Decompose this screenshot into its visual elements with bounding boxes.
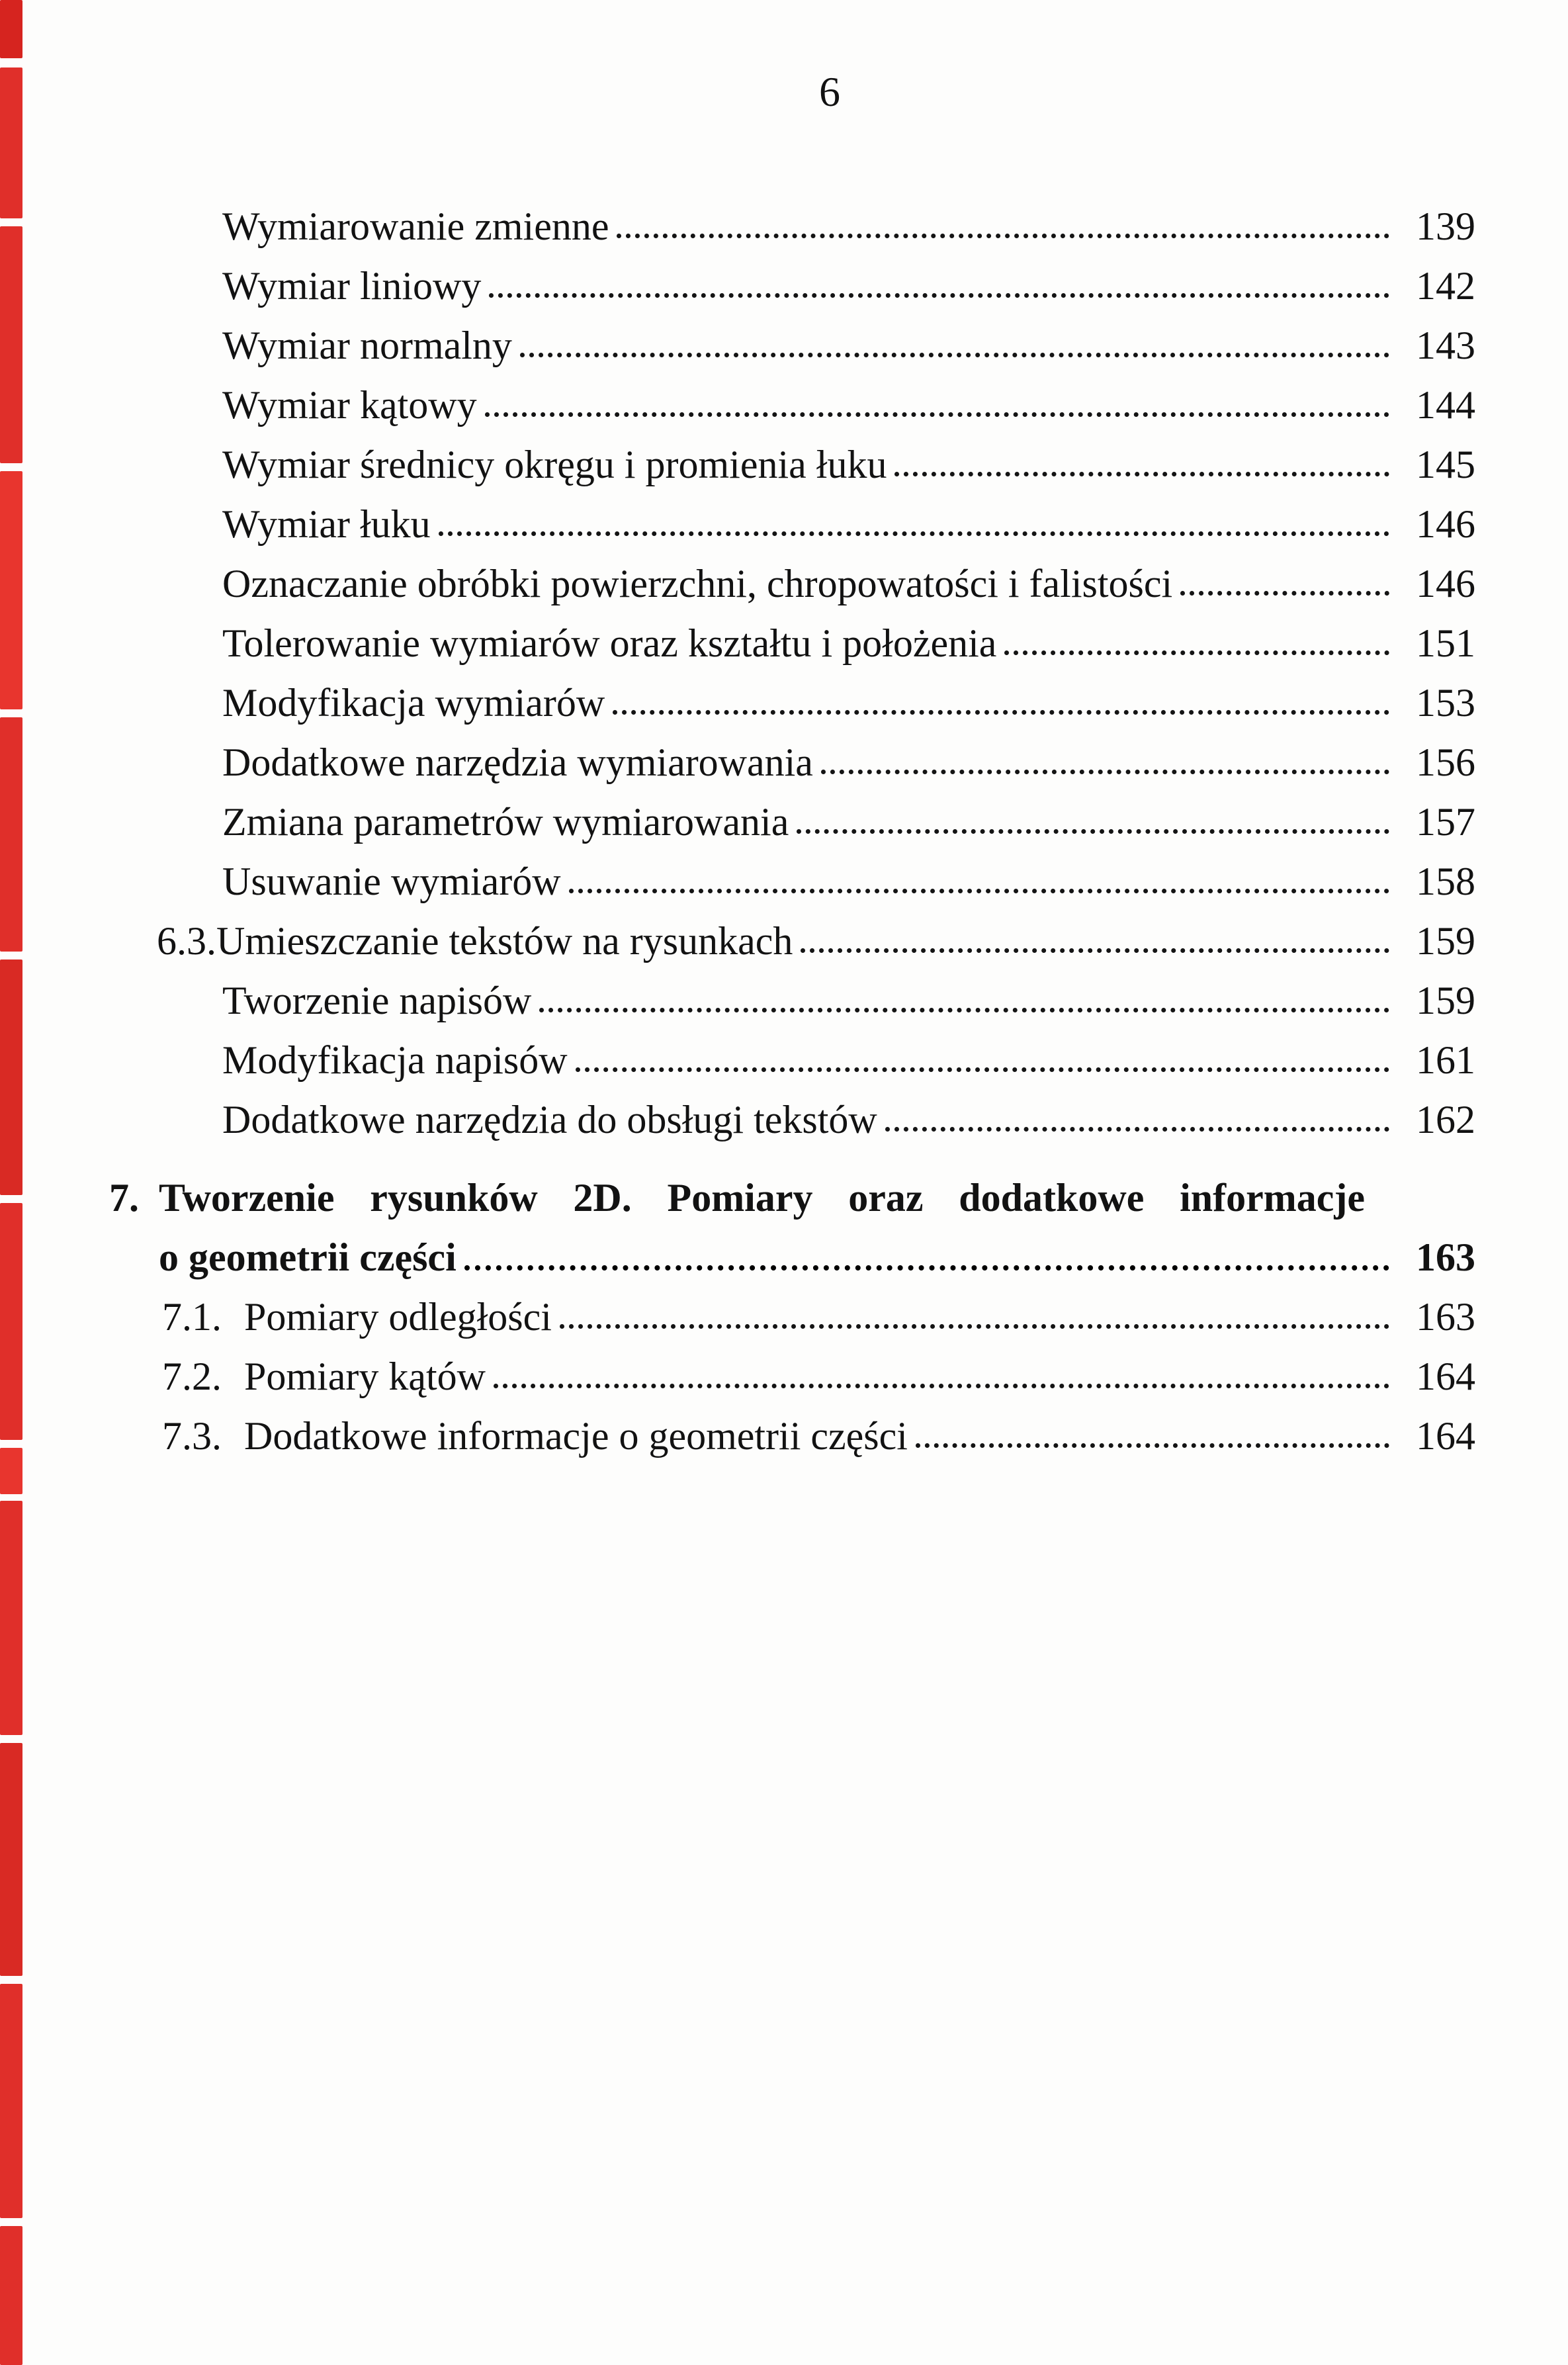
toc-entry-page: 153 — [1416, 681, 1475, 725]
toc-entry-page: 156 — [1416, 740, 1475, 784]
dot-leader — [617, 234, 1389, 238]
dot-leader — [576, 1067, 1389, 1072]
toc-entry-label: Wymiar liniowy — [222, 264, 482, 308]
toc-entry-number: 7.1. — [162, 1295, 222, 1339]
toc-entry — [0, 486, 1475, 546]
toc-entry — [0, 605, 1475, 665]
section-gap — [0, 1141, 1475, 1160]
toc-entry-page: 144 — [1416, 383, 1475, 427]
toc-entry — [0, 1082, 1475, 1141]
toc-entry-number: 7. — [109, 1176, 139, 1220]
toc-entry-page: 159 — [1416, 979, 1475, 1022]
dot-leader — [489, 293, 1389, 298]
toc-entry-label: Wymiar łuku — [222, 502, 431, 546]
toc-entry — [0, 844, 1475, 903]
red-edge-segment — [0, 2226, 22, 2365]
dot-leader — [494, 1384, 1389, 1388]
toc-entry-page: 142 — [1416, 264, 1475, 308]
dot-leader — [894, 472, 1389, 476]
table-of-contents — [0, 189, 1475, 1458]
toc-entry-number: 7.3. — [162, 1414, 222, 1458]
toc-entry-label: Pomiary kątów — [244, 1355, 486, 1398]
toc-entry-label: Wymiarowanie zmienne — [222, 204, 609, 248]
toc-entry-page: 162 — [1416, 1098, 1475, 1141]
toc-entry-label: Dodatkowe narzędzia do obsługi tekstów — [222, 1098, 877, 1141]
dot-leader — [1180, 591, 1389, 596]
toc-entry-label: Tworzenie napisów — [222, 979, 532, 1022]
toc-entry — [0, 784, 1475, 844]
toc-entry — [0, 725, 1475, 784]
toc-entry — [0, 1022, 1475, 1082]
toc-entry — [0, 1398, 1475, 1458]
dot-leader — [560, 1324, 1389, 1329]
toc-entry — [0, 1339, 1475, 1398]
dot-leader — [485, 412, 1389, 417]
dot-leader — [885, 1127, 1389, 1132]
toc-entry-label: Dodatkowe informacje o geometrii części — [244, 1414, 908, 1458]
toc-entry-page: 163 — [1416, 1235, 1475, 1279]
red-edge-segment — [0, 1743, 22, 1976]
toc-entry-page: 159 — [1416, 919, 1475, 963]
toc-entry-page: 143 — [1416, 324, 1475, 367]
toc-entry-label: Tworzenie rysunków 2D. Pomiary oraz dodatkowe informacje — [159, 1176, 1365, 1220]
toc-entry-label: Wymiar średnicy okręgu i promienia łuku — [222, 443, 887, 486]
toc-entry-page: 163 — [1416, 1295, 1475, 1339]
toc-entry-label: Oznaczanie obróbki powierzchni, chropowatości i falistości — [222, 562, 1173, 605]
toc-chapter-entry-line1 — [0, 1160, 1475, 1220]
dot-leader — [439, 531, 1389, 536]
toc-entry — [0, 963, 1475, 1022]
toc-entry-page: 157 — [1416, 800, 1475, 844]
toc-entry-page: 151 — [1416, 621, 1475, 665]
toc-entry — [0, 248, 1475, 308]
red-edge-segment — [0, 0, 22, 58]
toc-entry-page: 146 — [1416, 502, 1475, 546]
toc-entry-label: Pomiary odległości — [244, 1295, 552, 1339]
dot-leader — [797, 829, 1389, 834]
dot-leader — [520, 353, 1389, 357]
toc-entry-label: Modyfikacja wymiarów — [222, 681, 605, 725]
toc-entry-page: 139 — [1416, 204, 1475, 248]
red-edge-segment — [0, 1984, 22, 2218]
toc-entry — [0, 546, 1475, 605]
dot-leader — [569, 889, 1389, 893]
toc-entry — [0, 308, 1475, 367]
toc-entry-number: 6.3. — [157, 919, 216, 963]
toc-entry — [0, 427, 1475, 486]
toc-entry-label: Usuwanie wymiarów — [222, 860, 561, 903]
dot-leader — [916, 1443, 1389, 1448]
toc-entry-page: 145 — [1416, 443, 1475, 486]
dot-leader — [464, 1265, 1389, 1271]
toc-entry — [0, 903, 1475, 963]
toc-entry — [0, 367, 1475, 427]
dot-leader — [801, 948, 1389, 953]
toc-entry — [0, 665, 1475, 725]
red-edge-segment — [0, 1501, 22, 1735]
toc-entry — [0, 189, 1475, 248]
dot-leader — [539, 1008, 1389, 1012]
toc-entry-label: Dodatkowe narzędzia wymiarowania — [222, 740, 813, 784]
toc-entry-number: 7.2. — [162, 1355, 222, 1398]
toc-entry-page: 164 — [1416, 1355, 1475, 1398]
dot-leader — [1004, 650, 1389, 655]
toc-entry-label: Zmiana parametrów wymiarowania — [222, 800, 789, 844]
dot-leader — [821, 770, 1389, 774]
toc-entry-label: Wymiar normalny — [222, 324, 512, 367]
toc-entry-label: Umieszczanie tekstów na rysunkach — [216, 919, 793, 963]
toc-entry-page: 158 — [1416, 860, 1475, 903]
dot-leader — [613, 710, 1389, 715]
toc-entry-page: 146 — [1416, 562, 1475, 605]
toc-entry-label: Modyfikacja napisów — [222, 1038, 568, 1082]
toc-entry-page: 164 — [1416, 1414, 1475, 1458]
toc-entry-label: Tolerowanie wymiarów oraz kształtu i położenia — [222, 621, 997, 665]
page-number: 6 — [819, 68, 840, 115]
toc-chapter-entry-line2 — [0, 1220, 1475, 1279]
toc-entry-page: 161 — [1416, 1038, 1475, 1082]
toc-entry-label: o geometrii części — [159, 1235, 457, 1279]
toc-entry-label: Wymiar kątowy — [222, 383, 477, 427]
toc-entry — [0, 1279, 1475, 1339]
